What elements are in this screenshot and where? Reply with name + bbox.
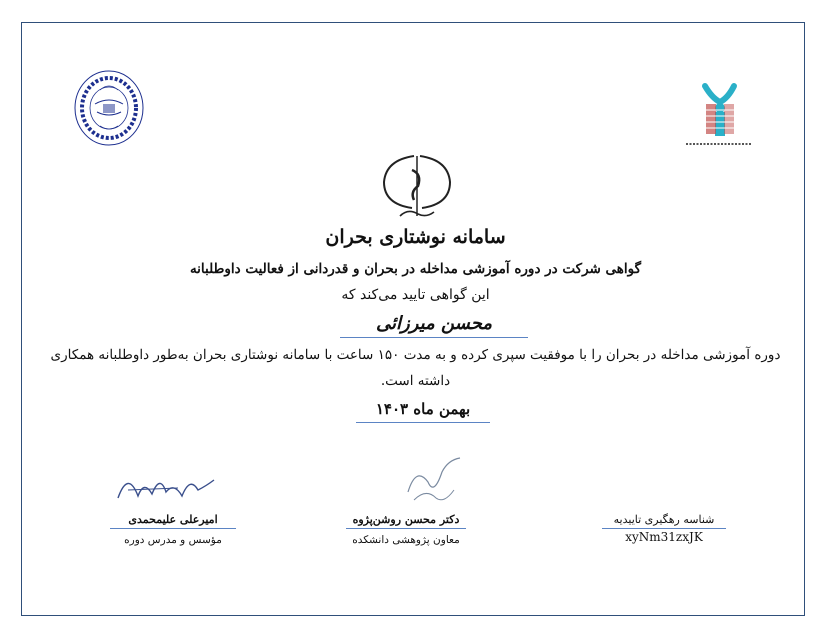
crisis-system-logo-icon — [378, 152, 456, 226]
university-logo-icon — [680, 78, 760, 154]
tracking-label: شناسه رهگیری تاییدیه — [602, 513, 726, 529]
vice-signature — [400, 452, 466, 510]
body-text-line-1: دوره آموزشی مداخله در بحران را با موفقیت سپری کرده و به مدت ۱۵۰ ساعت با سامانه نوشتاری بحران به‌طور داوطلبانه همکاری — [50, 347, 781, 363]
certificate-subtitle: گواهی شرکت در دوره آموزشی مداخله در بحران و قدردانی از فعالیت داوطلبانه — [189, 261, 642, 277]
body-text-line-2: داشته است. — [380, 373, 451, 389]
vice-name: دکتر محسن روشن‌پژوه — [346, 513, 466, 529]
tracking-code: xyNm31zxJK — [625, 530, 703, 544]
confirm-text: این گواهی تایید می‌کند که — [341, 287, 490, 303]
certificate-date: بهمن ماه ۱۴۰۳ — [356, 400, 490, 423]
founder-name: امیرعلی علیمحمدی — [110, 513, 236, 529]
seal-logo-icon — [70, 66, 148, 150]
recipient-name: محسن میرزائی — [340, 313, 528, 338]
founder-signature — [108, 460, 226, 510]
certificate-title: سامانه نوشتاری بحران — [325, 226, 506, 248]
founder-role: مؤسس و مدرس دوره — [124, 534, 222, 546]
vice-role: معاون پژوهشی دانشکده — [352, 534, 460, 546]
